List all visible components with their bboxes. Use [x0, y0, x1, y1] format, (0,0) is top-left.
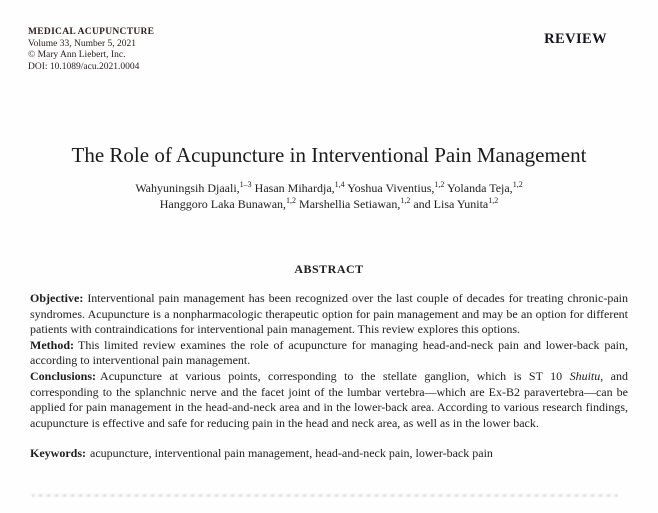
abstract-objective-paragraph [30, 291, 628, 338]
author-name: Yoshua Viventius, [344, 181, 435, 195]
author-name: Wahyuningsih Djaali, [135, 181, 240, 195]
journal-copyright-line: © Mary Ann Liebert, Inc. [28, 50, 126, 60]
keywords-label: Keywords: [30, 446, 86, 461]
scan-artifact-line [32, 494, 618, 497]
abstract-body [30, 291, 628, 462]
conclusions-text: Acupuncture at various points, corresponding to the stellate ganglion, which is ST 10 [100, 368, 570, 383]
author-line-2 [40, 197, 618, 213]
author-affiliation-sup: 1,2 [400, 195, 411, 205]
author-name: Hasan Mihardja, [251, 181, 335, 195]
author-affiliation-sup: 1,2 [488, 195, 499, 205]
keywords-text: acupuncture, interventional pain management, head-and-neck pain, lower-back pain [90, 446, 493, 461]
author-name: Hanggoro Laka Bunawan, [159, 196, 287, 211]
conclusions-label: Conclusions: [30, 368, 97, 383]
abstract-heading: ABSTRACT [294, 262, 364, 276]
author-line-1 [40, 181, 618, 197]
journal-masthead [28, 27, 154, 73]
abstract-method-paragraph [30, 338, 628, 369]
author-affiliation-sup: 1,2 [512, 180, 523, 189]
author-affiliation-sup: 1,2 [286, 195, 297, 205]
journal-doi-line: DOI: 10.1089/acu.2021.0004 [28, 61, 140, 72]
journal-name: MEDICAL ACUPUNCTURE [28, 27, 155, 37]
author-affiliation-sup: 1–3 [239, 180, 252, 189]
method-label: Method: [30, 337, 74, 352]
author-name: Marshellia Setiawan, [296, 196, 401, 211]
keywords-paragraph [30, 446, 628, 462]
author-name: and Lisa Yunita [410, 196, 489, 211]
author-name: Yolanda Teja, [444, 181, 513, 195]
abstract-conclusions-paragraph [30, 369, 628, 431]
author-affiliation-sup: 1,2 [434, 180, 445, 189]
conclusions-text-continued: , and corresponding to the splanchnic nerve and the facet joint of the lumbar vertebra—which are Ex-B2 paravertebra—can be applied for pain management in the head-and-neck area and in the lower-back area. According to various research findings, acupuncture is effective and safe for reducing pain in the head and neck area, as well as in the lower back. [30, 368, 628, 430]
journal-volume-line: Volume 33, Number 5, 2021 [28, 38, 137, 49]
author-list [40, 181, 618, 212]
article-title: The Role of Acupuncture in Interventional Pain Management [71, 143, 587, 168]
objective-label: Objective: [30, 291, 84, 305]
article-type-label: REVIEW [544, 31, 607, 47]
conclusions-italic-term: Shuitu [569, 368, 601, 383]
method-text: This limited review examines the role of acupuncture for managing head-and-neck pain and lower-back pain, according to interventional pain management. [30, 337, 628, 368]
author-affiliation-sup: 1,4 [334, 180, 345, 189]
objective-text: Interventional pain management has been recognized over the last couple of decades for treating chronic-pain syndromes. Acupuncture is a nonpharmacologic therapeutic option for pain management and may be an option for different patients with contraindications for interventional pain management. This review explores this options. [30, 291, 628, 337]
